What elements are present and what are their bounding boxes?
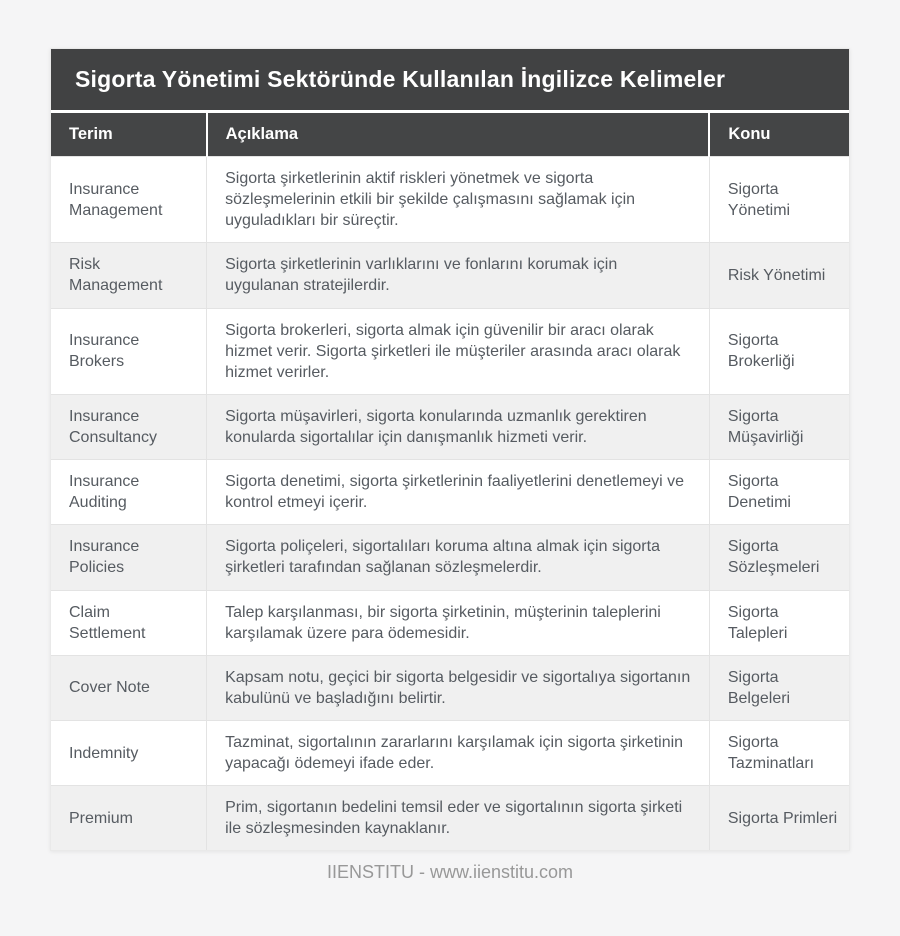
description-cell: Tazminat, sigortalının zararlarını karşılamak için sigorta şirketinin yapacağı ödemeyi ifade eder. <box>207 720 710 785</box>
description-cell: Sigorta brokerleri, sigorta almak için güvenilir bir aracı olarak hizmet verir. Sigorta şirketleri ile müşteriler arasında aracı olarak hizmet verirler. <box>207 308 710 394</box>
term-cell: Insurance Auditing <box>51 460 207 525</box>
column-header-aciklama: Açıklama <box>207 113 710 157</box>
term-cell: Claim Settlement <box>51 590 207 655</box>
table-row <box>51 157 849 243</box>
term-cell: Indemnity <box>51 720 207 785</box>
topic-cell: Sigorta Brokerliği <box>709 308 849 394</box>
table-row <box>51 525 849 590</box>
table-row <box>51 308 849 394</box>
topic-cell: Sigorta Tazminatları <box>709 720 849 785</box>
table-row <box>51 460 849 525</box>
term-cell: Cover Note <box>51 655 207 720</box>
table-row <box>51 243 849 308</box>
term-cell: Insurance Consultancy <box>51 394 207 459</box>
description-cell: Prim, sigortanın bedelini temsil eder ve sigortalının sigorta şirketi ile sözleşmesinden kaynaklanır. <box>207 786 710 851</box>
description-cell: Sigorta şirketlerinin aktif riskleri yönetmek ve sigorta sözleşmelerinin etkili bir şekilde çalışmasını sağlamak için uyguladıkları bir süreçtir. <box>207 157 710 243</box>
table-row <box>51 720 849 785</box>
table-row <box>51 786 849 851</box>
table-row <box>51 655 849 720</box>
description-cell: Sigorta denetimi, sigorta şirketlerinin faaliyetlerini denetlemeyi ve kontrol etmeyi içerir. <box>207 460 710 525</box>
topic-cell: Sigorta Müşavirliği <box>709 394 849 459</box>
topic-cell: Sigorta Belgeleri <box>709 655 849 720</box>
term-cell: Risk Management <box>51 243 207 308</box>
description-cell: Sigorta şirketlerinin varlıklarını ve fonlarını korumak için uygulanan stratejilerdir. <box>207 243 710 308</box>
vocab-table <box>51 113 849 850</box>
term-cell: Premium <box>51 786 207 851</box>
topic-cell: Sigorta Denetimi <box>709 460 849 525</box>
topic-cell: Sigorta Sözleşmeleri <box>709 525 849 590</box>
topic-cell: Sigorta Primleri <box>709 786 849 851</box>
description-cell: Sigorta müşavirleri, sigorta konularında uzmanlık gerektiren konularda sigortalılar için danışmanlık hizmeti verir. <box>207 394 710 459</box>
footer-credit: IIENSTITU - www.iienstitu.com <box>326 862 574 882</box>
topic-cell: Sigorta Talepleri <box>709 590 849 655</box>
term-cell: Insurance Brokers <box>51 308 207 394</box>
description-cell: Talep karşılanması, bir sigorta şirketinin, müşterinin taleplerini karşılamak üzere para ödemesidir. <box>207 590 710 655</box>
page-title: Sigorta Yönetimi Sektöründe Kullanılan İngilizce Kelimeler <box>51 49 849 113</box>
table-row <box>51 394 849 459</box>
table-row <box>51 590 849 655</box>
column-header-terim: Terim <box>51 113 207 157</box>
vocab-table-card <box>50 48 850 851</box>
column-header-konu: Konu <box>709 113 849 157</box>
table-header <box>51 113 849 157</box>
topic-cell: Sigorta Yönetimi <box>709 157 849 243</box>
description-cell: Sigorta poliçeleri, sigortalıları koruma altına almak için sigorta şirketleri tarafından sağlanan sözleşmelerdir. <box>207 525 710 590</box>
topic-cell: Risk Yönetimi <box>709 243 849 308</box>
description-cell: Kapsam notu, geçici bir sigorta belgesidir ve sigortalıya sigortanın kabulünü ve başladığını belirtir. <box>207 655 710 720</box>
term-cell: Insurance Management <box>51 157 207 243</box>
term-cell: Insurance Policies <box>51 525 207 590</box>
